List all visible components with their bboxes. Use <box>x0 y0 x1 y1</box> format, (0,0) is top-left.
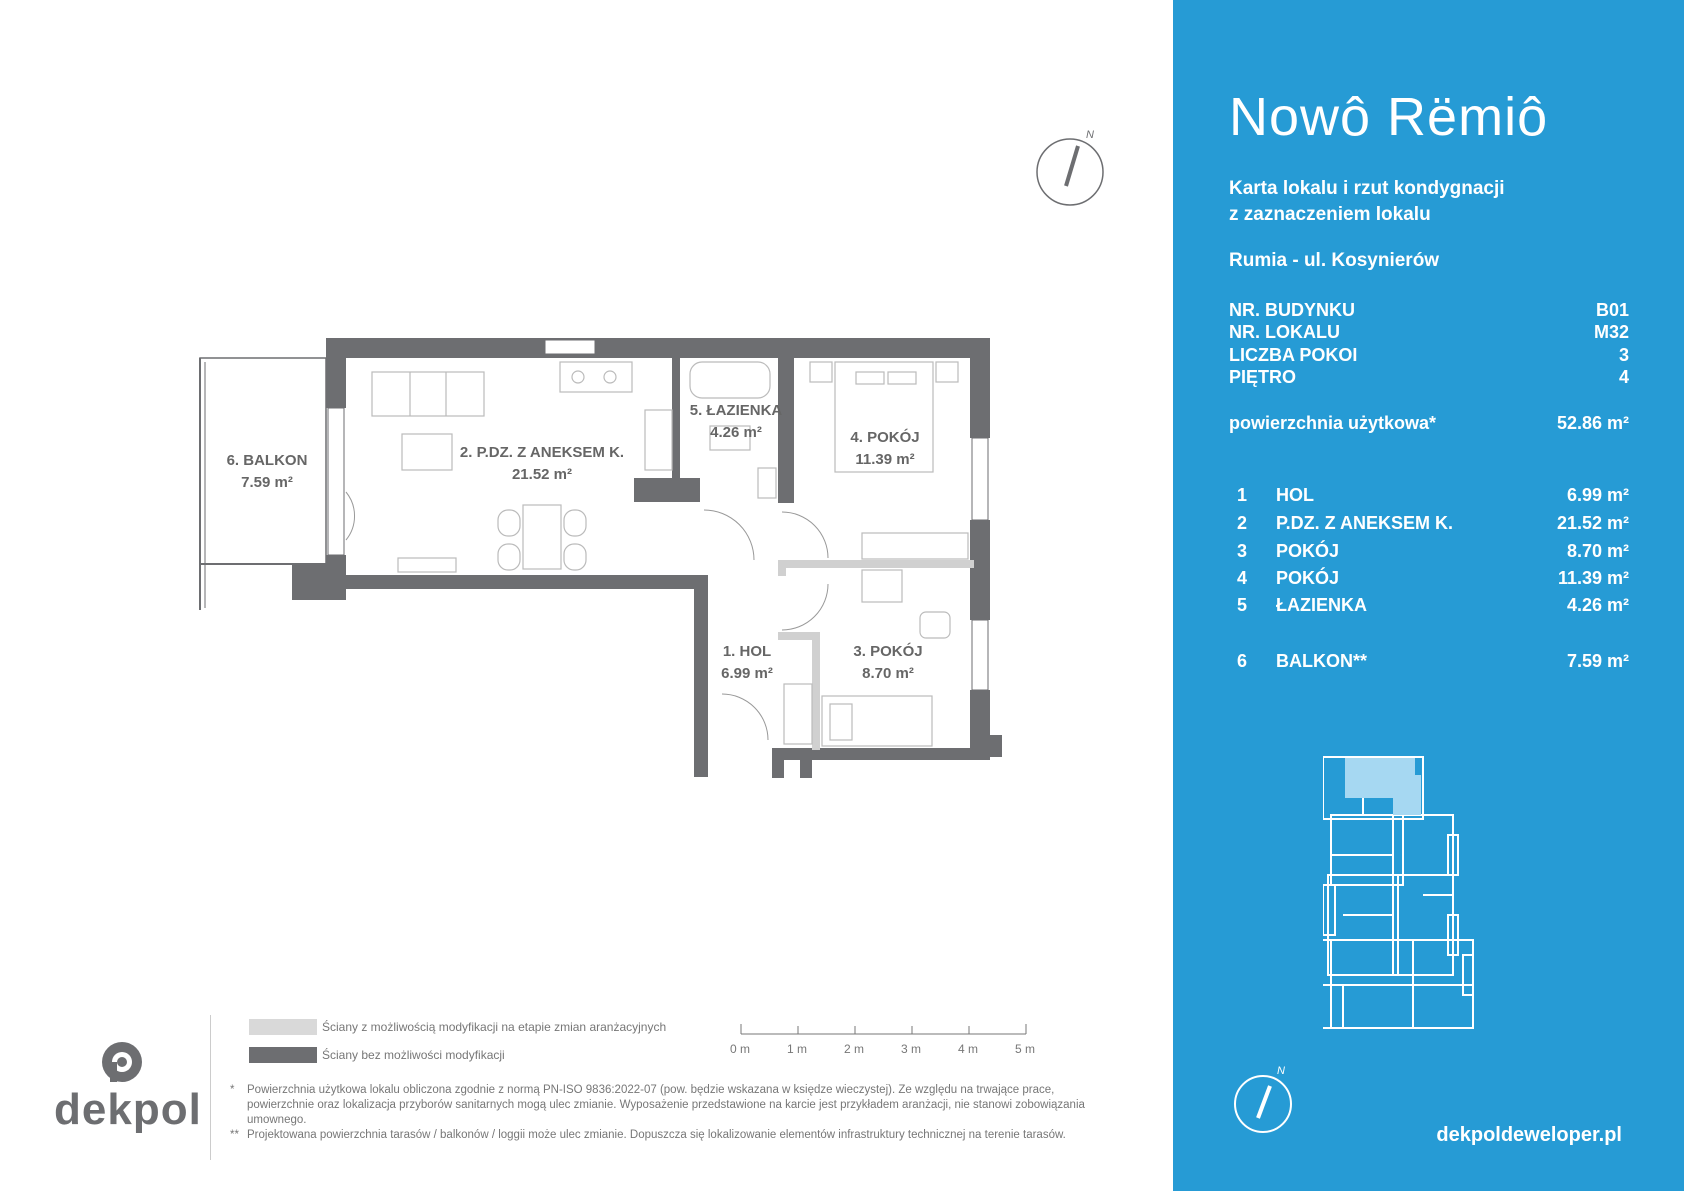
footnotes <box>230 1083 1100 1143</box>
info-rooms-label: LICZBA POKOI <box>1229 345 1358 365</box>
usable-area-value: 52.86 m² <box>1556 413 1629 433</box>
room-row-5-area: 4.26 m² <box>1566 595 1629 615</box>
room-row-3-name: POKÓJ <box>1276 541 1340 561</box>
scale-label-4: 4 m <box>958 1042 979 1056</box>
room-row-3-area: 8.70 m² <box>1566 541 1629 561</box>
legend-modifiable-text: Ściany z możliwością modyfikacji na etapie zmian aranżacyjnych <box>322 1020 667 1034</box>
room-row-4-num: 4 <box>1237 568 1248 588</box>
room-row-2 <box>1229 513 1629 535</box>
footnote-1 <box>230 1083 1100 1128</box>
room-row-2-num: 2 <box>1237 513 1248 533</box>
plan-label-hall-name: 1. HOL <box>722 643 772 660</box>
panel-compass-icon <box>1233 1060 1313 1140</box>
furniture <box>372 362 968 746</box>
room-row-6-name: BALKON** <box>1276 651 1368 671</box>
info-building-label: NR. BUDYNKU <box>1229 300 1355 320</box>
footnote-2-mark: ** <box>230 1129 239 1141</box>
plan-label-room4 <box>838 427 932 471</box>
room-row-5-num: 5 <box>1237 595 1248 615</box>
room-row-2-area: 21.52 m² <box>1556 513 1629 533</box>
dekpol-logo-text: dekpol <box>54 1085 202 1134</box>
plan-label-bathroom-area: 4.26 m² <box>710 424 762 441</box>
plan-label-hall <box>710 641 784 685</box>
info-unit <box>1229 322 1629 344</box>
room-row-3-num: 3 <box>1237 541 1248 561</box>
plan-label-room3-name: 3. POKÓJ <box>853 643 923 660</box>
room-row-5-name: ŁAZIENKA <box>1276 595 1367 615</box>
room-row-1-area: 6.99 m² <box>1566 485 1629 505</box>
footnote-1-mark: * <box>230 1084 235 1096</box>
room-row-3 <box>1229 541 1629 563</box>
scale-bar <box>735 1020 1035 1040</box>
scale-label-5: 5 m <box>1015 1042 1036 1056</box>
scale-label-3: 3 m <box>901 1042 922 1056</box>
plan-label-room3 <box>840 641 936 685</box>
legend-divider <box>210 1015 211 1160</box>
room-row-6-num: 6 <box>1237 651 1248 671</box>
info-unit-value: M32 <box>1593 322 1629 342</box>
plan-label-hall-area: 6.99 m² <box>721 665 773 682</box>
website-link[interactable]: dekpoldeweloper.pl <box>1436 1124 1622 1146</box>
scale-label-0: 0 m <box>730 1042 751 1056</box>
compass-north-label: N <box>1086 129 1094 141</box>
info-unit-label: NR. LOKALU <box>1229 322 1340 342</box>
footnote-2 <box>230 1128 1100 1143</box>
room-row-6 <box>1229 651 1629 673</box>
plan-label-balkon <box>212 450 322 494</box>
building-key-plan <box>1323 755 1503 1045</box>
room-row-1-name: HOL <box>1276 485 1314 505</box>
plan-label-balkon-area: 7.59 m² <box>241 474 293 491</box>
info-panel <box>1173 0 1684 1191</box>
info-rooms <box>1229 345 1629 367</box>
dekpol-logo-icon <box>100 1040 146 1086</box>
plan-label-living-name: 2. P.DZ. Z ANEKSEM K. <box>459 444 625 461</box>
info-floor-value: 4 <box>1618 367 1629 387</box>
info-building <box>1229 300 1629 322</box>
brand-title: Nowô Rëmiô <box>1229 87 1549 147</box>
panel-compass-north-label: N <box>1277 1065 1285 1077</box>
usable-area <box>1229 413 1629 434</box>
card-subtitle-line2: z zaznaczeniem lokalu <box>1229 204 1431 225</box>
card-subtitle <box>1229 176 1609 228</box>
card-subtitle-line1: Karta lokalu i rzut kondygnacji <box>1229 178 1505 199</box>
info-rooms-value: 3 <box>1618 345 1629 365</box>
legend-modifiable-swatch <box>249 1019 317 1035</box>
plan-label-room3-area: 8.70 m² <box>862 665 914 682</box>
info-floor <box>1229 367 1629 389</box>
plan-label-bathroom <box>686 400 786 444</box>
scale-label-2: 2 m <box>844 1042 865 1056</box>
room-row-5 <box>1229 595 1629 617</box>
legend-fixed-swatch <box>249 1047 317 1063</box>
info-building-value: B01 <box>1595 300 1629 320</box>
door-swings <box>346 492 828 740</box>
room-row-1-num: 1 <box>1237 485 1248 505</box>
room-row-2-name: P.DZ. Z ANEKSEM K. <box>1276 513 1454 533</box>
plan-label-balkon-name: 6. BALKON <box>226 452 308 469</box>
footnote-1-text: Powierzchnia użytkowa lokalu obliczona zgodnie z normą PN-ISO 9836:2022-07 (pow. będzie wskazana w księdze wieczystej). Ze względu na trwające prace, powierzchnie oraz lokalizacja przyborów sanitarnych mogą ulec zmianie. Wyposażenie przedstawione na karcie jest przykładem aranżacji, nie stanowi zobowiązania umownego. <box>247 1084 1085 1126</box>
plan-label-room4-area: 11.39 m² <box>855 451 915 468</box>
legend-fixed-text: Ściany bez możliwości modyfikacji <box>322 1048 505 1062</box>
windows <box>328 340 988 690</box>
usable-area-label: powierzchnia użytkowa* <box>1229 413 1437 433</box>
plan-label-room4-name: 4. POKÓJ <box>850 429 920 446</box>
location: Rumia - ul. Kosynierów <box>1229 250 1440 271</box>
plan-label-living-area: 21.52 m² <box>511 466 573 483</box>
room-row-6-area: 7.59 m² <box>1566 651 1629 671</box>
compass-icon <box>1030 124 1110 208</box>
plan-label-bathroom-name: 5. ŁAZIENKA <box>689 402 783 419</box>
plan-label-living <box>450 442 634 486</box>
scale-label-1: 1 m <box>787 1042 808 1056</box>
room-row-4-area: 11.39 m² <box>1557 568 1629 588</box>
footnote-2-text: Projektowana powierzchnia tarasów / balkonów / loggii może ulec zmianie. Dopuszcza się lokalizowanie elementów infrastruktury technicznej na terenie tarasów. <box>247 1129 1066 1141</box>
room-row-1 <box>1229 485 1629 507</box>
info-floor-label: PIĘTRO <box>1229 367 1297 387</box>
room-row-4 <box>1229 568 1629 590</box>
room-row-4-name: POKÓJ <box>1276 568 1340 588</box>
